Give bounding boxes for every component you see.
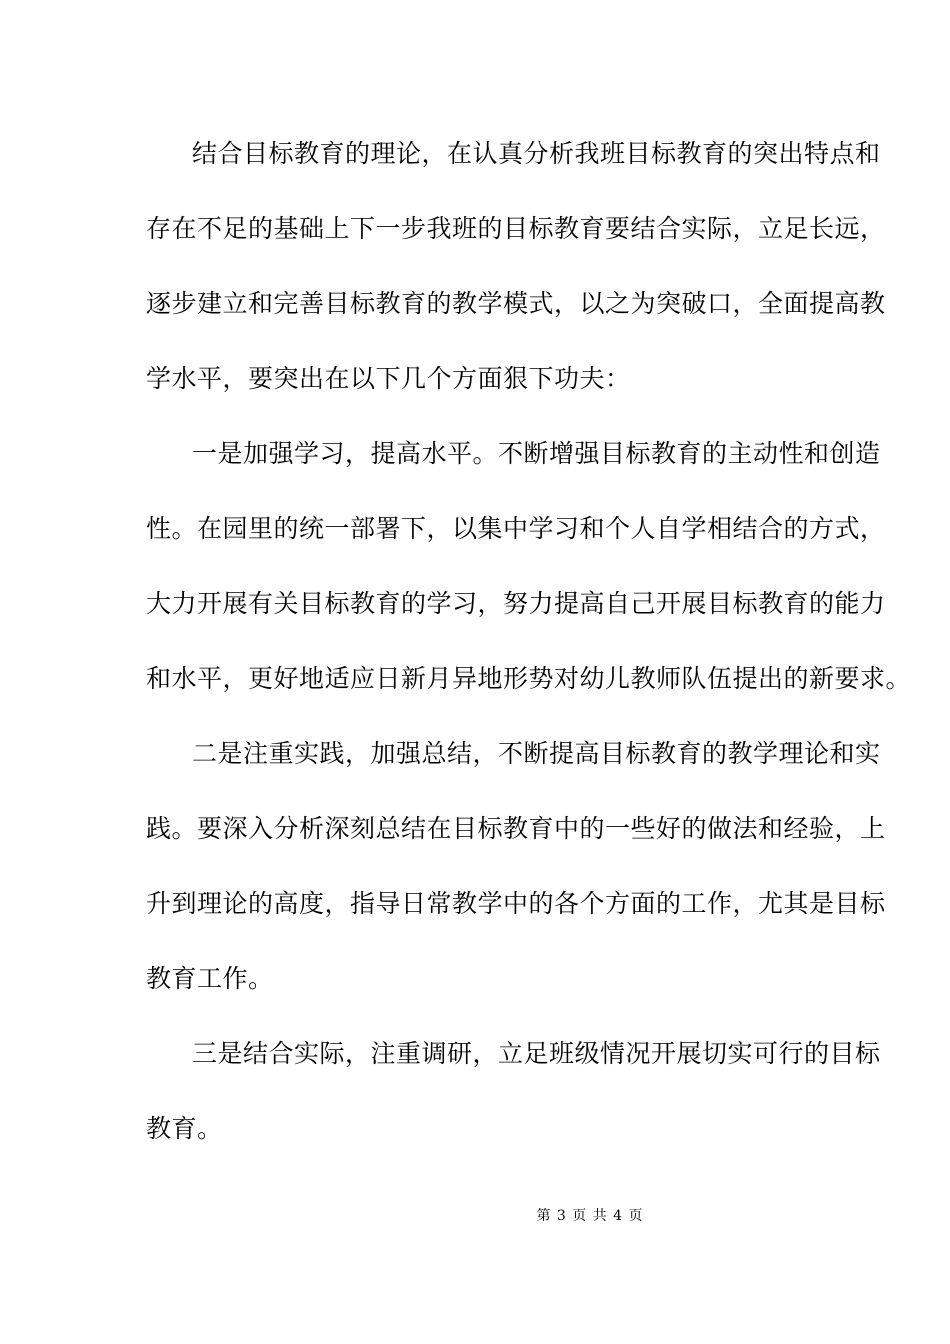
paragraph-1-line-1: 结合目标教育的理论，在认真分析我班目标教育的突出特点和 [192,139,881,168]
paragraph-4-line-2: 教育。 [146,1114,223,1143]
paragraph-2-line-4: 和水平，更好地适应日新月异地形势对幼儿教师队伍提出的新要求。 [146,664,912,693]
paragraph-1-line-3: 逐步建立和完善目标教育的教学模式，以之为突破口，全面提高教 [146,289,886,318]
page-footer [0,1207,950,1225]
paragraph-1-line-4: 学水平，要突出在以下几个方面狠下功夫： [146,364,631,393]
paragraph-3-line-3: 升到理论的高度，指导日常教学中的各个方面的工作，尤其是目标 [146,889,886,918]
paragraph-1-line-2: 存在不足的基础上下一步我班的目标教育要结合实际，立足长远， [146,214,886,243]
page-number-label: 第 3 页 共 4 页 [536,1208,644,1224]
paragraph-2-line-2: 性。在园里的统一部署下，以集中学习和个人自学相结合的方式， [146,514,886,543]
paragraph-2-line-3: 大力开展有关目标教育的学习，努力提高自己开展目标教育的能力 [146,589,886,618]
paragraph-4-line-1: 三是结合实际，注重调研，立足班级情况开展切实可行的目标 [192,1039,881,1068]
paragraph-2-line-1: 一是加强学习，提高水平。不断增强目标教育的主动性和创造 [192,439,881,468]
paragraph-3-line-2: 践。要深入分析深刻总结在目标教育中的一些好的做法和经验，上 [146,814,886,843]
paragraph-3-line-1: 二是注重实践，加强总结，不断提高目标教育的教学理论和实 [192,739,881,768]
paragraph-3-line-4: 教育工作。 [146,964,274,993]
